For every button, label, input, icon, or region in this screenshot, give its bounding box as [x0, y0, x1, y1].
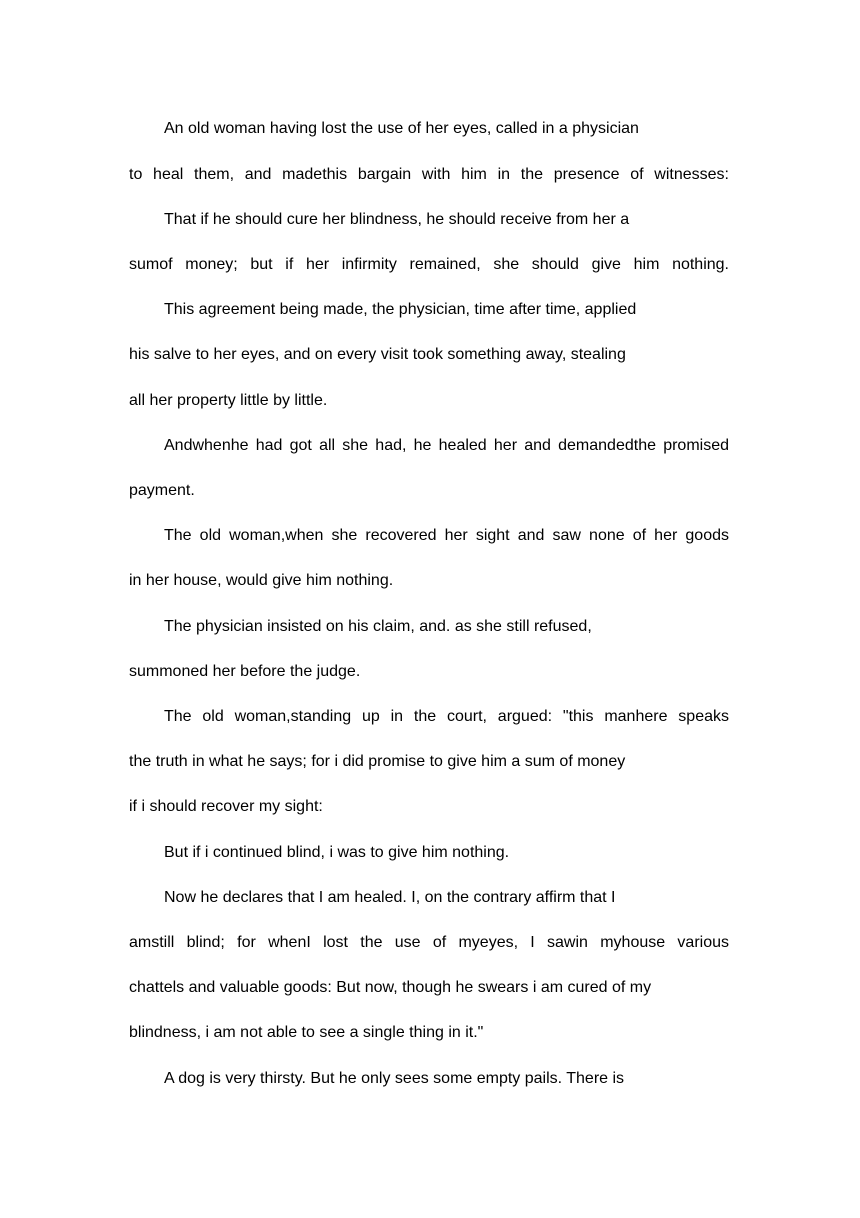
text-line: all her property little by little.	[129, 392, 328, 409]
text-line: The physician insisted on his claim, and. as she still refused,	[164, 618, 592, 635]
text-line: the truth in what he says; for i did promise to give him a sum of money	[129, 753, 626, 770]
text-line: Andwhenhe had got all she had, he healed her and demandedthe promised	[164, 437, 729, 454]
text-line: An old woman having lost the use of her eyes, called in a physician	[164, 120, 639, 137]
text-line: That if he should cure her blindness, he should receive from her a	[164, 211, 630, 228]
text-line: sumof money; but if her infirmity remained, she should give him nothing.	[129, 256, 729, 273]
text-line: A dog is very thirsty. But he only sees some empty pails. There is	[164, 1070, 625, 1087]
text-line: The old woman,standing up in the court, argued: "this manhere speaks	[164, 708, 729, 725]
text-line: his salve to her eyes, and on every visit took something away, stealing	[129, 346, 626, 363]
text-line: to heal them, and madethis bargain with him in the presence of witnesses:	[129, 166, 729, 183]
text-line: But if i continued blind, i was to give him nothing.	[164, 844, 510, 861]
text-line: payment.	[129, 482, 195, 499]
text-line: chattels and valuable goods: But now, though he swears i am cured of my	[129, 979, 652, 996]
text-line: in her house, would give him nothing.	[129, 572, 394, 589]
text-line: amstill blind; for whenI lost the use of myeyes, I sawin myhouse various	[129, 934, 729, 951]
text-line: The old woman,when she recovered her sight and saw none of her goods	[164, 527, 729, 544]
text-line: summoned her before the judge.	[129, 663, 361, 680]
text-line: This agreement being made, the physician, time after time, applied	[164, 301, 637, 318]
text-line: if i should recover my sight:	[129, 798, 323, 815]
text-line: blindness, i am not able to see a single thing in it."	[129, 1024, 484, 1041]
text-line: Now he declares that I am healed. I, on the contrary affirm that I	[164, 889, 616, 906]
